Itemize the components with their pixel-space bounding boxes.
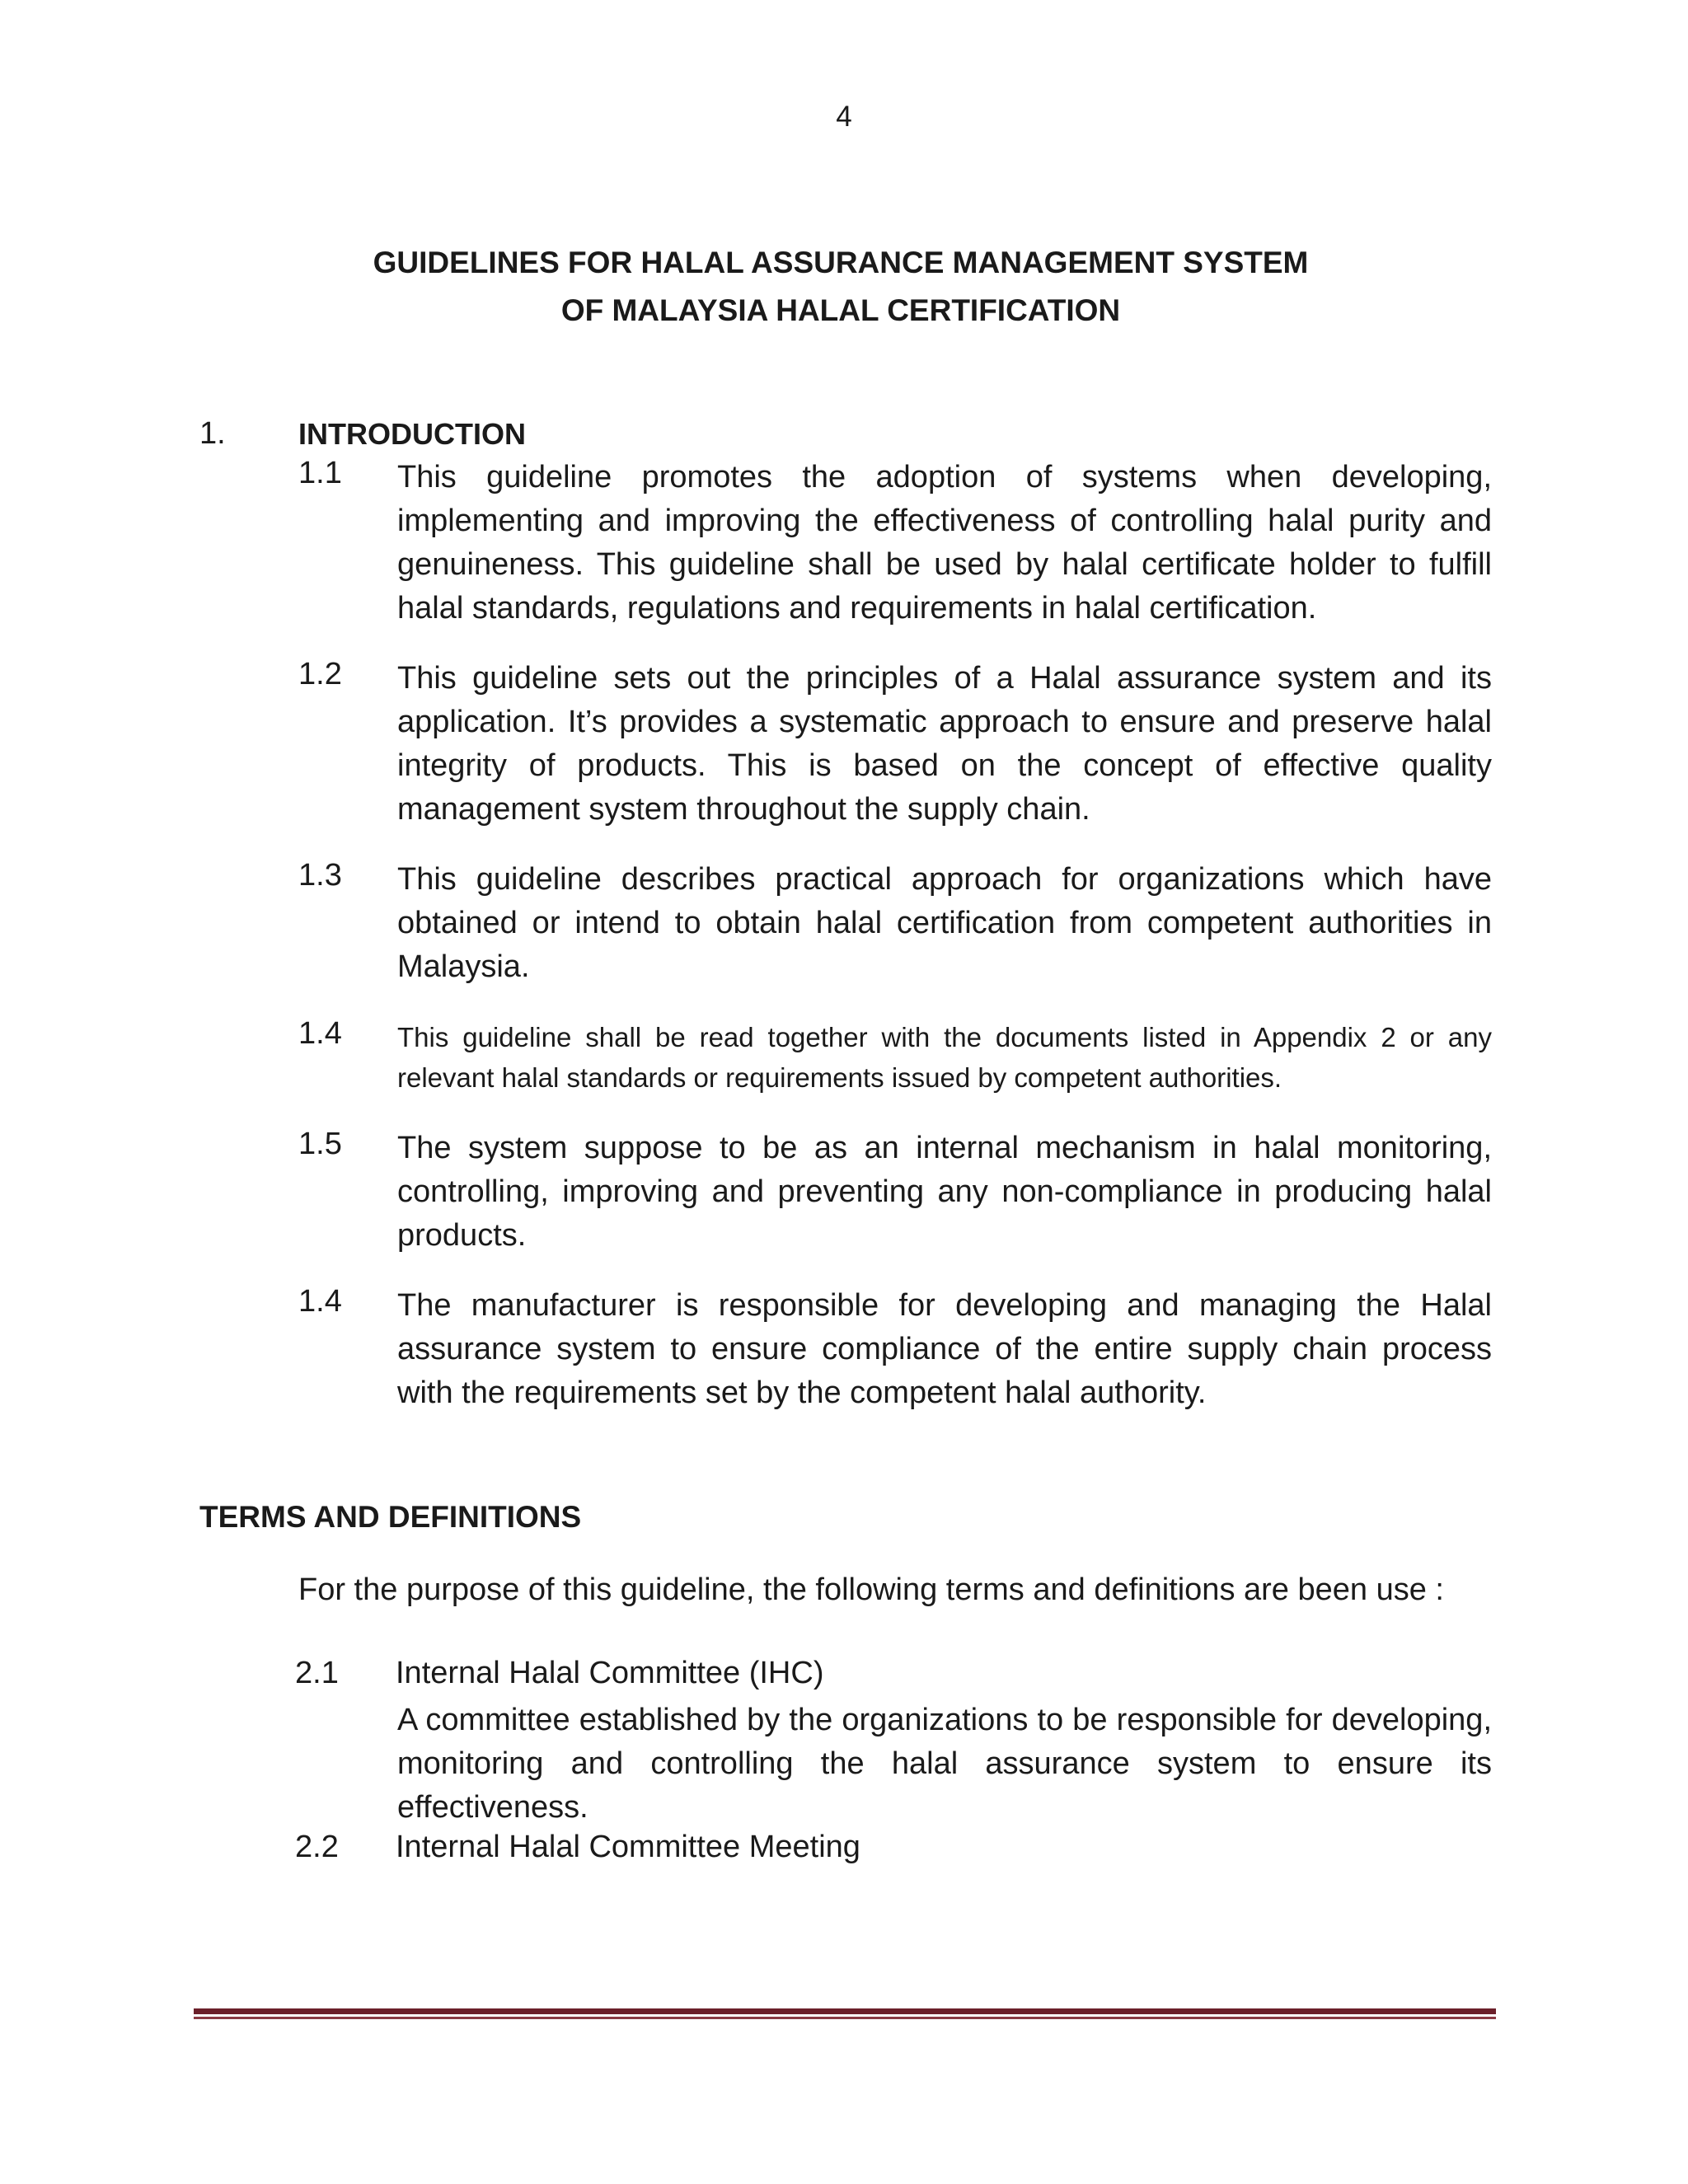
item-2-1-term: Internal Halal Committee (IHC)	[396, 1656, 824, 1690]
item-2-2-term: Internal Halal Committee Meeting	[396, 1830, 860, 1864]
item-1-2-text: This guideline sets out the principles of a Halal assurance system and its application. It’s provides a systematic approach to ensure and preserve halal integrity of products. This is based on the concept of effective quality management system throughout the supply chain.	[397, 661, 1492, 827]
item-1-3-text: This guideline describes practical approach for organizations which have obtained or intend to obtain halal certification from competent authorities in Malaysia.	[397, 862, 1492, 984]
document-title	[247, 239, 1434, 335]
item-2-1-number: 2.1	[295, 1656, 339, 1690]
title-line-1: GUIDELINES FOR HALAL ASSURANCE MANAGEMENT SYSTEM	[373, 246, 1309, 279]
title-line-2: OF MALAYSIA HALAL CERTIFICATION	[560, 293, 1121, 327]
item-1-5-text: The system suppose to be as an internal mechanism in halal monitoring, controlling, improving and preventing any non-compliance in producing halal products.	[397, 1131, 1492, 1253]
item-1-6-text: The manufacturer is responsible for developing and managing the Halal assurance system to ensure compliance of the entire supply chain process with the requirements set by the competent halal authority.	[397, 1288, 1492, 1410]
item-2-2-number: 2.2	[295, 1830, 339, 1864]
item-1-1-text: This guideline promotes the adoption of systems when developing, implementing and improving the effectiveness of controlling halal purity and genuineness. This guideline shall be used by halal certificate holder to fulfill halal standards, regulations and requirements in halal certification.	[397, 460, 1492, 626]
item-1-5-number: 1.5	[298, 1127, 342, 1161]
item-1-6-number: 1.4	[298, 1284, 342, 1319]
item-1-4-text: This guideline shall be read together with the documents listed in Appendix 2 or any relevant halal standards or requirements issued by competent authorities.	[397, 1022, 1492, 1093]
section-2-heading: TERMS AND DEFINITIONS	[199, 1500, 582, 1534]
footer-rule-thin	[194, 2017, 1496, 2019]
item-1-2-number: 1.2	[298, 657, 342, 691]
section-1-number: 1.	[199, 416, 226, 451]
section-1-heading: INTRODUCTION	[298, 417, 526, 451]
item-1-3-number: 1.3	[298, 858, 342, 893]
item-1-1-number: 1.1	[298, 456, 342, 490]
footer-rule	[194, 2008, 1496, 2014]
item-2-1-definition: A committee established by the organizations to be responsible for developing, monitoring and controlling the halal assurance system to ensure its effectiveness.	[397, 1703, 1492, 1825]
page-number: 4	[836, 101, 852, 133]
section-2-intro: For the purpose of this guideline, the following terms and definitions are been use :	[298, 1572, 1444, 1607]
item-1-4-number: 1.4	[298, 1016, 342, 1051]
